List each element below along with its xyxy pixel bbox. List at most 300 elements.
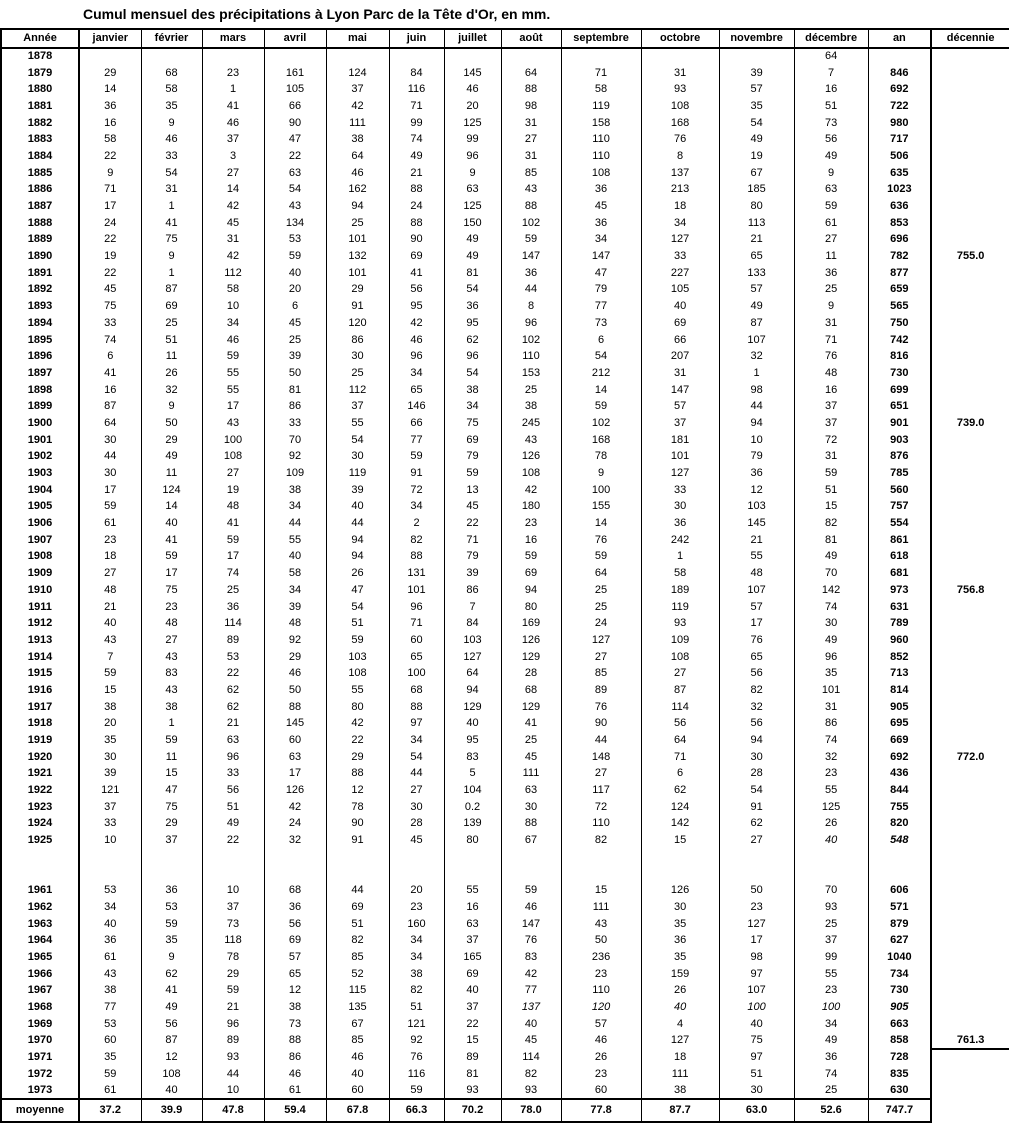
month-value-cell: 39 xyxy=(444,565,501,582)
decade-mean-cell xyxy=(931,398,1009,415)
month-value-cell: 64 xyxy=(641,732,719,749)
month-value-cell: 103 xyxy=(719,499,794,516)
month-value-cell: 105 xyxy=(264,81,326,98)
month-value-cell: 37 xyxy=(444,932,501,949)
month-value-cell: 54 xyxy=(389,749,444,766)
month-value-cell: 72 xyxy=(389,482,444,499)
table-row-1914 xyxy=(1,649,1009,666)
month-value-cell: 63 xyxy=(444,916,501,933)
month-value-cell: 10 xyxy=(79,832,141,849)
month-value-cell: 67 xyxy=(719,165,794,182)
month-value-cell: 58 xyxy=(141,81,202,98)
month-value-cell: 23 xyxy=(794,766,868,783)
month-value-cell: 36 xyxy=(641,932,719,949)
month-value-cell: 55 xyxy=(326,682,389,699)
month-value-cell: 31 xyxy=(794,315,868,332)
month-value-cell xyxy=(264,866,326,883)
month-value-cell: 36 xyxy=(561,215,641,232)
table-row-1911 xyxy=(1,599,1009,616)
month-value-cell: 48 xyxy=(79,582,141,599)
month-value-cell: 14 xyxy=(202,182,264,199)
month-value-cell: 21 xyxy=(719,232,794,249)
month-value-cell: 59 xyxy=(326,632,389,649)
month-value-cell: 28 xyxy=(389,816,444,833)
month-value-cell: 71 xyxy=(561,65,641,82)
month-value-cell: 36 xyxy=(444,298,501,315)
month-value-cell xyxy=(719,866,794,883)
year-cell: 1885 xyxy=(1,165,79,182)
table-row-1901 xyxy=(1,432,1009,449)
decade-mean-cell xyxy=(931,532,1009,549)
month-value-cell: 33 xyxy=(641,248,719,265)
month-value-cell: 35 xyxy=(141,932,202,949)
year-cell: 1962 xyxy=(1,899,79,916)
month-value-cell: 85 xyxy=(561,665,641,682)
month-value-cell: 54 xyxy=(444,365,501,382)
month-value-cell: 111 xyxy=(641,1066,719,1083)
month-value-cell: 109 xyxy=(641,632,719,649)
month-value-cell: 94 xyxy=(444,682,501,699)
month-value-cell: 40 xyxy=(264,549,326,566)
month-value-cell: 62 xyxy=(719,816,794,833)
month-value-cell: 22 xyxy=(326,732,389,749)
month-value-cell: 58 xyxy=(561,81,641,98)
month-value-cell: 55 xyxy=(264,532,326,549)
month-value-cell: 102 xyxy=(561,415,641,432)
month-value-cell: 58 xyxy=(79,131,141,148)
decade-mean-cell xyxy=(931,932,1009,949)
month-value-cell: 212 xyxy=(561,365,641,382)
table-row-1913 xyxy=(1,632,1009,649)
month-value-cell: 63 xyxy=(264,749,326,766)
month-value-cell: 42 xyxy=(501,966,561,983)
decade-mean-cell: 772.0 xyxy=(931,749,1009,766)
month-value-cell: 33 xyxy=(202,766,264,783)
month-value-cell: 31 xyxy=(141,182,202,199)
month-value-cell: 90 xyxy=(264,115,326,132)
month-value-cell: 108 xyxy=(641,649,719,666)
month-value-cell: 82 xyxy=(389,532,444,549)
moyenne-month-cell: 59.4 xyxy=(264,1099,326,1122)
annual-total-cell: 980 xyxy=(868,115,931,132)
month-value-cell: 59 xyxy=(79,1066,141,1083)
decade-mean-cell xyxy=(931,632,1009,649)
page-title: Cumul mensuel des précipitations à Lyon Parc de la Tête d'Or, en mm. xyxy=(83,6,551,22)
month-value-cell: 91 xyxy=(389,465,444,482)
month-value-cell: 27 xyxy=(794,232,868,249)
moyenne-month-cell: 87.7 xyxy=(641,1099,719,1122)
month-value-cell: 59 xyxy=(264,248,326,265)
month-value-cell: 81 xyxy=(264,382,326,399)
month-value-cell: 79 xyxy=(719,449,794,466)
gap-row xyxy=(1,866,1009,883)
month-value-cell: 9 xyxy=(561,465,641,482)
month-value-cell: 64 xyxy=(561,565,641,582)
month-value-cell: 145 xyxy=(264,716,326,733)
year-cell: 1878 xyxy=(1,48,79,65)
month-value-cell: 71 xyxy=(79,182,141,199)
month-value-cell: 55 xyxy=(794,966,868,983)
month-value-cell: 34 xyxy=(641,215,719,232)
decade-mean-cell xyxy=(931,315,1009,332)
month-value-cell: 11 xyxy=(141,749,202,766)
month-value-cell: 23 xyxy=(794,983,868,1000)
month-value-cell: 54 xyxy=(264,182,326,199)
annual-total-cell: 750 xyxy=(868,315,931,332)
month-value-cell: 147 xyxy=(561,248,641,265)
month-value-cell: 8 xyxy=(641,148,719,165)
month-value-cell: 30 xyxy=(794,615,868,632)
table-row-1881 xyxy=(1,98,1009,115)
month-value-cell: 51 xyxy=(794,482,868,499)
month-value-cell: 59 xyxy=(141,732,202,749)
month-value-cell: 18 xyxy=(641,198,719,215)
column-header-mai: mai xyxy=(326,29,389,48)
column-header-octobre: octobre xyxy=(641,29,719,48)
month-value-cell xyxy=(326,48,389,65)
month-value-cell: 56 xyxy=(719,716,794,733)
month-value-cell: 14 xyxy=(79,81,141,98)
month-value-cell xyxy=(264,849,326,866)
month-value-cell: 60 xyxy=(264,732,326,749)
annual-total-cell: 757 xyxy=(868,499,931,516)
month-value-cell: 51 xyxy=(719,1066,794,1083)
column-header-juin: juin xyxy=(389,29,444,48)
month-value-cell: 34 xyxy=(202,315,264,332)
table-row-1880 xyxy=(1,81,1009,98)
month-value-cell: 49 xyxy=(444,248,501,265)
column-header-fevrier: février xyxy=(141,29,202,48)
month-value-cell: 59 xyxy=(202,348,264,365)
month-value-cell: 22 xyxy=(202,665,264,682)
month-value-cell: 27 xyxy=(202,165,264,182)
month-value-cell: 49 xyxy=(794,632,868,649)
table-row-1885 xyxy=(1,165,1009,182)
month-value-cell: 61 xyxy=(794,215,868,232)
month-value-cell: 57 xyxy=(641,398,719,415)
month-value-cell: 100 xyxy=(794,999,868,1016)
decade-mean-cell xyxy=(931,1016,1009,1033)
decade-mean-cell xyxy=(931,999,1009,1016)
month-value-cell: 93 xyxy=(444,1083,501,1100)
month-value-cell: 17 xyxy=(141,565,202,582)
year-cell: 1961 xyxy=(1,882,79,899)
decade-mean-cell xyxy=(931,332,1009,349)
month-value-cell: 44 xyxy=(501,282,561,299)
month-value-cell: 73 xyxy=(264,1016,326,1033)
month-value-cell: 94 xyxy=(719,732,794,749)
month-value-cell: 97 xyxy=(719,966,794,983)
month-value-cell: 96 xyxy=(389,599,444,616)
month-value-cell: 42 xyxy=(202,198,264,215)
month-value-cell: 68 xyxy=(141,65,202,82)
month-value-cell xyxy=(501,849,561,866)
table-row-1963 xyxy=(1,916,1009,933)
year-cell: 1918 xyxy=(1,716,79,733)
month-value-cell: 180 xyxy=(501,499,561,516)
annual-total-cell: 730 xyxy=(868,983,931,1000)
month-value-cell: 23 xyxy=(389,899,444,916)
month-value-cell: 38 xyxy=(641,1083,719,1100)
month-value-cell xyxy=(641,866,719,883)
month-value-cell: 127 xyxy=(561,632,641,649)
month-value-cell: 9 xyxy=(79,165,141,182)
decade-mean-cell xyxy=(931,515,1009,532)
annual-total-cell: 785 xyxy=(868,465,931,482)
month-value-cell: 34 xyxy=(264,499,326,516)
month-value-cell: 15 xyxy=(141,766,202,783)
month-value-cell: 59 xyxy=(202,532,264,549)
month-value-cell: 53 xyxy=(79,1016,141,1033)
month-value-cell: 30 xyxy=(719,1083,794,1100)
month-value-cell xyxy=(719,48,794,65)
month-value-cell: 5 xyxy=(444,766,501,783)
month-value-cell: 46 xyxy=(202,332,264,349)
month-value-cell: 37 xyxy=(641,415,719,432)
month-value-cell: 63 xyxy=(444,182,501,199)
decade-mean-cell xyxy=(931,365,1009,382)
month-value-cell: 41 xyxy=(141,983,202,1000)
month-value-cell: 99 xyxy=(389,115,444,132)
annual-total-cell: 627 xyxy=(868,932,931,949)
month-value-cell: 51 xyxy=(141,332,202,349)
month-value-cell: 65 xyxy=(389,382,444,399)
month-value-cell: 44 xyxy=(719,398,794,415)
month-value-cell: 27 xyxy=(202,465,264,482)
month-value-cell: 102 xyxy=(501,215,561,232)
top-right-spacer xyxy=(868,0,1009,29)
table-row-1878 xyxy=(1,48,1009,65)
month-value-cell: 99 xyxy=(794,949,868,966)
month-value-cell: 68 xyxy=(264,882,326,899)
month-value-cell: 22 xyxy=(444,515,501,532)
month-value-cell: 113 xyxy=(719,215,794,232)
month-value-cell: 39 xyxy=(264,348,326,365)
month-value-cell: 34 xyxy=(444,398,501,415)
month-value-cell: 66 xyxy=(264,98,326,115)
table-row-1918 xyxy=(1,716,1009,733)
month-value-cell: 46 xyxy=(264,1066,326,1083)
month-value-cell: 16 xyxy=(79,382,141,399)
month-value-cell: 30 xyxy=(641,899,719,916)
month-value-cell: 147 xyxy=(641,382,719,399)
decade-mean-cell xyxy=(931,782,1009,799)
month-value-cell: 63 xyxy=(264,165,326,182)
month-value-cell: 42 xyxy=(326,98,389,115)
month-value-cell: 22 xyxy=(79,265,141,282)
year-cell: 1965 xyxy=(1,949,79,966)
month-value-cell: 111 xyxy=(326,115,389,132)
annual-total-cell: 692 xyxy=(868,749,931,766)
month-value-cell: 112 xyxy=(202,265,264,282)
month-value-cell: 64 xyxy=(79,415,141,432)
year-cell: 1919 xyxy=(1,732,79,749)
month-value-cell: 53 xyxy=(264,232,326,249)
month-value-cell: 19 xyxy=(719,148,794,165)
month-value-cell: 69 xyxy=(444,966,501,983)
month-value-cell: 34 xyxy=(794,1016,868,1033)
month-value-cell: 27 xyxy=(389,782,444,799)
month-value-cell: 34 xyxy=(389,365,444,382)
month-value-cell: 92 xyxy=(389,1033,444,1050)
month-value-cell: 53 xyxy=(79,882,141,899)
year-cell: 1964 xyxy=(1,932,79,949)
year-cell: 1924 xyxy=(1,816,79,833)
month-value-cell: 36 xyxy=(794,1049,868,1066)
month-value-cell: 114 xyxy=(202,615,264,632)
month-value-cell: 16 xyxy=(444,899,501,916)
month-value-cell xyxy=(202,48,264,65)
year-cell: 1917 xyxy=(1,699,79,716)
month-value-cell: 1 xyxy=(141,265,202,282)
table-row-1904 xyxy=(1,482,1009,499)
month-value-cell: 76 xyxy=(561,532,641,549)
annual-total-cell: 728 xyxy=(868,1049,931,1066)
month-value-cell: 26 xyxy=(794,816,868,833)
month-value-cell: 50 xyxy=(264,682,326,699)
year-cell: 1883 xyxy=(1,131,79,148)
month-value-cell: 160 xyxy=(389,916,444,933)
month-value-cell: 37 xyxy=(444,999,501,1016)
year-cell: 1963 xyxy=(1,916,79,933)
year-cell: 1880 xyxy=(1,81,79,98)
month-value-cell xyxy=(202,849,264,866)
month-value-cell: 87 xyxy=(141,1033,202,1050)
month-value-cell: 6 xyxy=(79,348,141,365)
table-row-1882 xyxy=(1,115,1009,132)
year-cell: 1916 xyxy=(1,682,79,699)
month-value-cell: 56 xyxy=(389,282,444,299)
annual-total-cell: 782 xyxy=(868,248,931,265)
month-value-cell: 34 xyxy=(561,232,641,249)
month-value-cell: 101 xyxy=(326,232,389,249)
month-value-cell: 83 xyxy=(444,749,501,766)
month-value-cell: 30 xyxy=(719,749,794,766)
month-value-cell: 34 xyxy=(264,582,326,599)
month-value-cell: 16 xyxy=(794,81,868,98)
month-value-cell: 3 xyxy=(202,148,264,165)
month-value-cell: 75 xyxy=(444,415,501,432)
month-value-cell: 158 xyxy=(561,115,641,132)
month-value-cell: 37 xyxy=(326,81,389,98)
month-value-cell: 76 xyxy=(501,932,561,949)
year-cell: 1881 xyxy=(1,98,79,115)
month-value-cell: 9 xyxy=(141,949,202,966)
month-value-cell: 79 xyxy=(444,449,501,466)
table-row-1906 xyxy=(1,515,1009,532)
month-value-cell xyxy=(444,48,501,65)
decade-mean-cell xyxy=(931,432,1009,449)
month-value-cell: 54 xyxy=(326,432,389,449)
year-cell: 1920 xyxy=(1,749,79,766)
month-value-cell: 77 xyxy=(389,432,444,449)
month-value-cell: 97 xyxy=(719,1049,794,1066)
month-value-cell: 76 xyxy=(641,131,719,148)
month-value-cell: 94 xyxy=(326,198,389,215)
month-value-cell: 92 xyxy=(264,632,326,649)
month-value-cell xyxy=(719,849,794,866)
month-value-cell: 24 xyxy=(389,198,444,215)
month-value-cell: 64 xyxy=(794,48,868,65)
month-value-cell: 37 xyxy=(794,932,868,949)
month-value-cell: 69 xyxy=(264,932,326,949)
month-value-cell: 44 xyxy=(389,766,444,783)
month-value-cell: 49 xyxy=(794,1033,868,1050)
column-header-aout: août xyxy=(501,29,561,48)
month-value-cell: 104 xyxy=(444,782,501,799)
table-row-1910 xyxy=(1,582,1009,599)
month-value-cell: 112 xyxy=(326,382,389,399)
month-value-cell: 94 xyxy=(719,415,794,432)
month-value-cell: 59 xyxy=(561,549,641,566)
year-cell: 1925 xyxy=(1,832,79,849)
month-value-cell: 25 xyxy=(794,1083,868,1100)
month-value-cell: 73 xyxy=(561,315,641,332)
month-value-cell: 32 xyxy=(719,699,794,716)
month-value-cell xyxy=(79,48,141,65)
month-value-cell: 53 xyxy=(141,899,202,916)
month-value-cell: 89 xyxy=(202,1033,264,1050)
month-value-cell: 47 xyxy=(326,582,389,599)
year-cell: 1966 xyxy=(1,966,79,983)
month-value-cell: 45 xyxy=(501,1033,561,1050)
month-value-cell: 31 xyxy=(501,148,561,165)
column-header-mars: mars xyxy=(202,29,264,48)
month-value-cell: 22 xyxy=(264,148,326,165)
month-value-cell: 25 xyxy=(326,215,389,232)
year-cell: 1899 xyxy=(1,398,79,415)
month-value-cell: 48 xyxy=(141,615,202,632)
decade-mean-cell xyxy=(931,599,1009,616)
month-value-cell: 55 xyxy=(794,782,868,799)
annual-total-cell: 973 xyxy=(868,582,931,599)
month-value-cell: 66 xyxy=(641,332,719,349)
month-value-cell: 65 xyxy=(719,649,794,666)
month-value-cell: 33 xyxy=(141,148,202,165)
column-header-an: an xyxy=(868,29,931,48)
month-value-cell: 45 xyxy=(501,749,561,766)
month-value-cell: 59 xyxy=(202,983,264,1000)
month-value-cell: 45 xyxy=(444,499,501,516)
month-value-cell: 11 xyxy=(141,348,202,365)
month-value-cell: 49 xyxy=(794,148,868,165)
month-value-cell: 110 xyxy=(501,348,561,365)
year-cell: 1886 xyxy=(1,182,79,199)
month-value-cell: 62 xyxy=(141,966,202,983)
month-value-cell: 47 xyxy=(141,782,202,799)
month-value-cell: 32 xyxy=(794,749,868,766)
moyenne-month-cell: 77.8 xyxy=(561,1099,641,1122)
month-value-cell: 37 xyxy=(794,415,868,432)
month-value-cell: 31 xyxy=(794,699,868,716)
month-value-cell: 147 xyxy=(501,916,561,933)
month-value-cell: 43 xyxy=(501,432,561,449)
year-cell: 1968 xyxy=(1,999,79,1016)
table-row-1907 xyxy=(1,532,1009,549)
month-value-cell: 33 xyxy=(79,315,141,332)
annual-total-cell: 846 xyxy=(868,65,931,82)
month-value-cell: 17 xyxy=(79,198,141,215)
year-cell: 1897 xyxy=(1,365,79,382)
month-value-cell xyxy=(141,866,202,883)
month-value-cell: 21 xyxy=(79,599,141,616)
month-value-cell: 43 xyxy=(141,649,202,666)
month-value-cell: 38 xyxy=(141,699,202,716)
table-row-1916 xyxy=(1,682,1009,699)
annual-total-cell: 730 xyxy=(868,365,931,382)
month-value-cell: 49 xyxy=(389,148,444,165)
annual-total-cell: 1040 xyxy=(868,949,931,966)
